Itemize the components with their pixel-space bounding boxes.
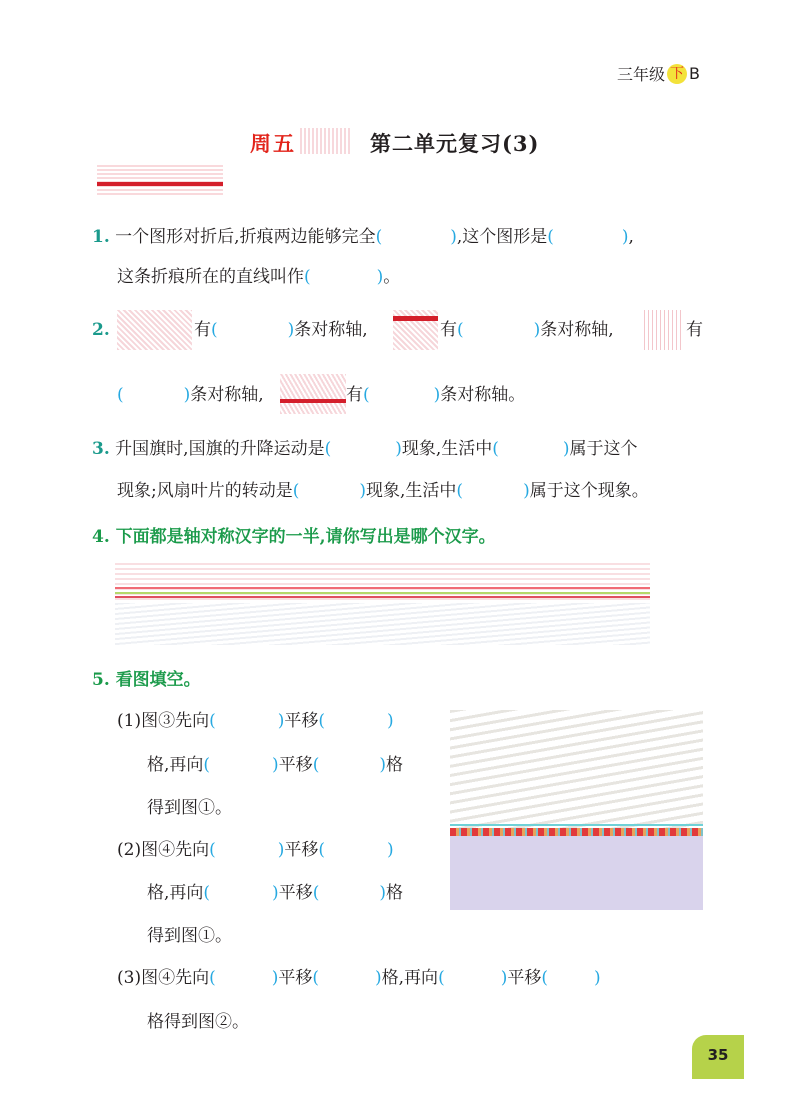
grade-label (617, 62, 700, 85)
question-text: ,这个图形是 (456, 227, 548, 247)
translation-grid-figure (450, 710, 703, 910)
question-2-segment-5: 有( )条对称轴。 (346, 385, 526, 405)
question-text: 格 (385, 755, 403, 775)
question-text: 平移 (278, 883, 313, 903)
shape-figure-4 (280, 374, 346, 414)
question-3-line-2: 现象;风扇叶片的转动是( )现象,生活中( )属于这个现象。 (117, 481, 649, 501)
page-number: 35 (692, 1035, 744, 1079)
title-day: 周五 (250, 131, 296, 156)
question-number: 1 (92, 227, 104, 247)
title-decoration (300, 128, 352, 154)
question-text: 属于这个 (569, 439, 638, 459)
q5-part-2-line-1: (2)图④先向( )平移( ) (117, 840, 394, 860)
question-text: 条对称轴, (294, 320, 368, 340)
shape-figure-1 (117, 310, 192, 350)
question-text: 格,再向 (147, 883, 204, 903)
shape-figure-3 (644, 310, 684, 350)
question-2-segment-1: 有( )条对称轴, (194, 320, 368, 340)
question-text: 升国旗时,国旗的升降运动是 (115, 439, 325, 459)
section-ribbon (97, 165, 223, 195)
q5-part-2-line-2: 格,再向( )平移( )格 (147, 883, 403, 903)
question-2-segment-4: ( )条对称轴, (117, 385, 264, 405)
question-4-heading: 4. 下面都是轴对称汉字的一半,请你写出是哪个汉字。 (92, 527, 496, 547)
question-text: 。 (383, 267, 401, 287)
question-text: 有 (194, 320, 211, 340)
question-text: 格,再向 (381, 968, 439, 988)
grade-suffix: B (689, 64, 700, 83)
q5-part-3-line-2 (147, 1007, 249, 1037)
question-number: 4 (92, 527, 104, 547)
question-text: 这条折痕所在的直线叫作 (117, 267, 304, 287)
question-number: 3 (92, 439, 104, 459)
question-2-number: 2. (92, 320, 110, 340)
grade-prefix: 三年级 (617, 65, 666, 84)
question-text: 有 (346, 385, 363, 405)
question-text: 属于这个现象。 (529, 481, 649, 501)
question-1-line-2: 这条折痕所在的直线叫作( )。 (117, 267, 401, 287)
question-text: 条对称轴。 (440, 385, 526, 405)
question-5-heading: 5. 看图填空。 (92, 670, 201, 690)
question-text: 得到图①。 (147, 926, 232, 946)
q5-part-2-line-3 (147, 921, 232, 951)
question-number: 2 (92, 320, 104, 340)
question-text: 图④先向 (141, 968, 210, 988)
question-text: 现象,生活中 (366, 481, 457, 501)
question-1-line-1: 1. 一个图形对折后,折痕两边能够完全( ),这个图形是( ), (92, 227, 634, 247)
question-2-segment-3 (686, 315, 703, 345)
question-text: 看图填空。 (115, 670, 201, 690)
question-2-segment-2: 有( )条对称轴, (440, 320, 614, 340)
q5-part-3-line-1: (3)图④先向( )平移( )格,再向( )平移( ) (117, 968, 601, 988)
question-text: 格 (385, 883, 403, 903)
question-text: 条对称轴, (190, 385, 264, 405)
shape-figure-2 (393, 310, 438, 350)
question-text: 现象;风扇叶片的转动是 (117, 481, 293, 501)
question-text: 图③先向 (141, 711, 210, 731)
q5-part-1-line-2: 格,再向( )平移( )格 (147, 755, 403, 775)
question-text: 平移 (284, 840, 319, 860)
question-text: 有 (686, 320, 703, 340)
part-tag: (2) (117, 840, 142, 860)
question-3-line-1: 3. 升国旗时,国旗的升降运动是( )现象,生活中( )属于这个 (92, 439, 638, 459)
grade-badge: 下 (667, 64, 687, 84)
part-tag: (3) (117, 968, 142, 988)
question-text: 图④先向 (141, 840, 210, 860)
question-text: 平移 (278, 755, 313, 775)
question-text: 格得到图②。 (147, 1012, 249, 1032)
q5-part-1-line-3 (147, 793, 232, 823)
half-characters-figure (115, 563, 650, 645)
question-text: 平移 (284, 711, 319, 731)
question-text: 平移 (507, 968, 542, 988)
q5-part-1-line-1: (1)图③先向( )平移( ) (117, 711, 394, 731)
question-text: , (628, 227, 634, 247)
question-text: 下面都是轴对称汉字的一半,请你写出是哪个汉字。 (115, 527, 496, 547)
question-text: 一个图形对折后,折痕两边能够完全 (115, 227, 376, 247)
question-text: 得到图①。 (147, 798, 232, 818)
part-tag: (1) (117, 711, 142, 731)
question-text: 有 (440, 320, 457, 340)
question-text: 现象,生活中 (401, 439, 493, 459)
question-text: 平移 (278, 968, 313, 988)
question-number: 5 (92, 670, 104, 690)
question-text: 格,再向 (147, 755, 204, 775)
page-title: 第二单元复习(3) (370, 131, 540, 156)
question-text: 条对称轴, (540, 320, 614, 340)
